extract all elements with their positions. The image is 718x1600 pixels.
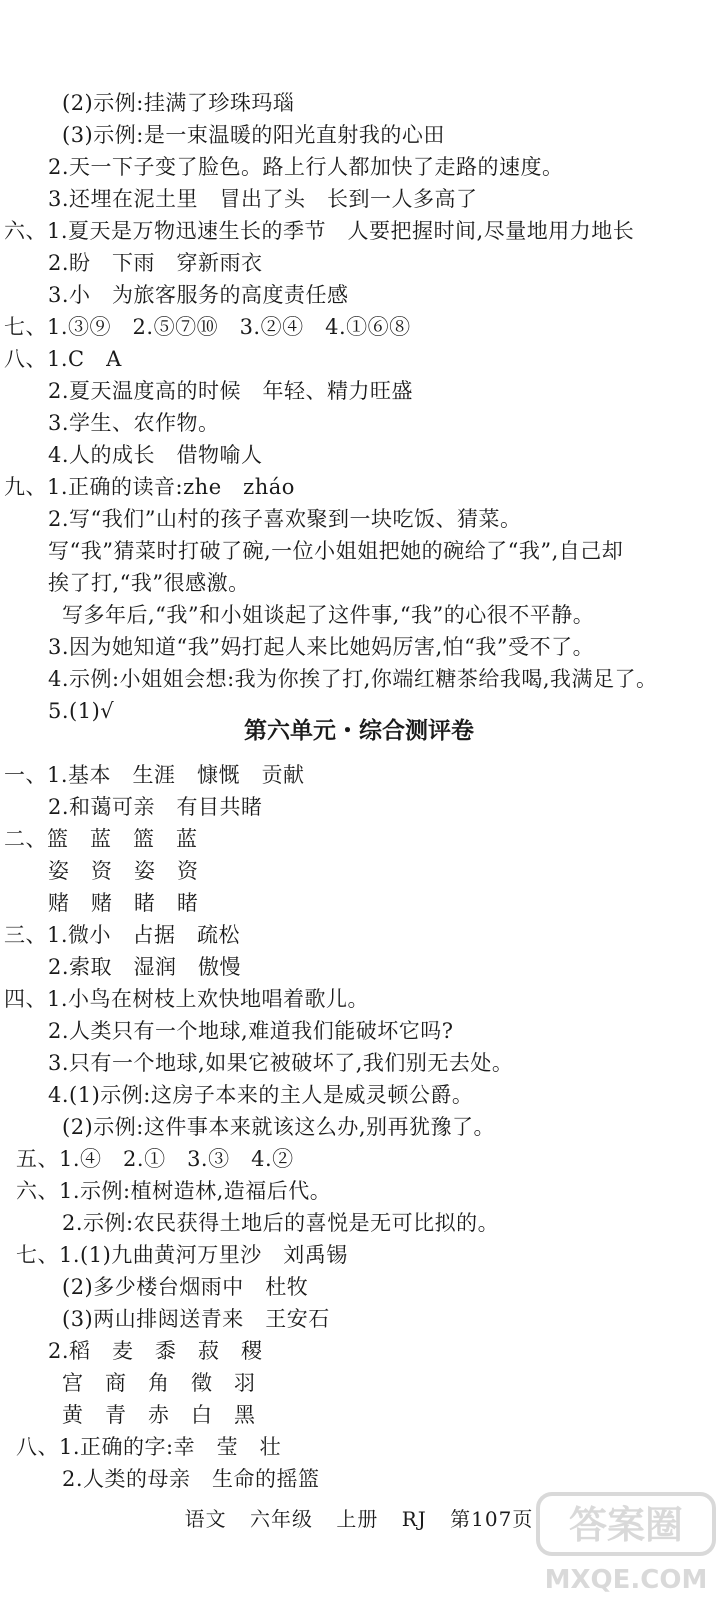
- answer-line: (2)示例:挂满了珍珠玛瑙: [62, 91, 295, 115]
- footer-page-number: 第107页: [450, 1507, 534, 1531]
- answer-line: 八、1.C A: [4, 347, 122, 371]
- answer-line: 九、1.正确的读音:zhe zháo: [4, 475, 295, 499]
- answer-line: 3.只有一个地球,如果它被破坏了,我们别无去处。: [48, 1051, 514, 1075]
- answer-line: 2.和蔼可亲 有目共睹: [48, 795, 263, 819]
- answer-line: 2.天一下子变了脸色。路上行人都加快了走路的速度。: [48, 155, 564, 179]
- answer-line: 2.人类只有一个地球,难道我们能破坏它吗?: [48, 1019, 454, 1043]
- answer-line: 黄 青 赤 白 黑: [62, 1403, 256, 1427]
- answer-line: 赌 赌 睹 睹: [48, 891, 199, 915]
- answer-line: 3.还埋在泥土里 冒出了头 长到一人多高了: [48, 187, 478, 211]
- answer-line: 2.写“我们”山村的孩子喜欢聚到一块吃饭、猜菜。: [48, 507, 522, 531]
- answer-line: 2.人类的母亲 生命的摇篮: [62, 1467, 320, 1491]
- answer-line: 七、1.③⑨ 2.⑤⑦⑩ 3.②④ 4.①⑥⑧: [4, 315, 411, 339]
- answer-line: 八、1.正确的字:幸 莹 壮: [16, 1435, 282, 1459]
- footer-grade: 六年级: [250, 1507, 313, 1531]
- answer-line: 三、1.微小 占据 疏松: [4, 923, 241, 947]
- answer-line: 六、1.夏天是万物迅速生长的季节 人要把握时间,尽量地用力地长: [4, 219, 635, 243]
- answer-line: (3)示例:是一束温暖的阳光直射我的心田: [62, 123, 445, 147]
- answer-line: 4.(1)示例:这房子本来的主人是威灵顿公爵。: [48, 1083, 474, 1107]
- footer-volume: 上册: [336, 1507, 379, 1531]
- answer-line: 3.因为她知道“我”妈打起人来比她妈厉害,怕“我”受不了。: [48, 635, 595, 659]
- answer-line: (2)示例:这件事本来就该这么办,别再犹豫了。: [62, 1115, 495, 1139]
- answer-line: 宫 商 角 徵 羽: [62, 1371, 256, 1395]
- answer-line: 4.示例:小姐姐会想:我为你挨了打,你端红糖茶给我喝,我满足了。: [48, 667, 658, 691]
- answer-line: 3.学生、农作物。: [48, 411, 220, 435]
- answer-line: (3)两山排闼送青来 王安石: [62, 1307, 330, 1331]
- answer-line: 写多年后,“我”和小姐谈起了这件事,“我”的心很不平静。: [62, 603, 595, 627]
- footer-edition: RJ: [401, 1507, 427, 1531]
- answer-line: 2.夏天温度高的时候 年轻、精力旺盛: [48, 379, 414, 403]
- answer-line: 3.小 为旅客服务的高度责任感: [48, 283, 349, 307]
- watermark-url: MXQE.COM: [544, 1565, 708, 1595]
- answer-line: 2.稻 麦 黍 菽 稷: [48, 1339, 263, 1363]
- answer-line: 5.(1)√: [48, 699, 115, 723]
- watermark-logo: [536, 1490, 716, 1598]
- answer-line: 2.索取 湿润 傲慢: [48, 955, 242, 979]
- answer-line: 四、1.小鸟在树枝上欢快地唱着歌儿。: [4, 987, 370, 1011]
- answer-line: (2)多少楼台烟雨中 杜牧: [62, 1275, 309, 1299]
- answer-line: 二、篮 蓝 篮 蓝: [4, 827, 198, 851]
- watermark-glyphs: 答案圈: [568, 1503, 684, 1547]
- answer-line: 七、1.(1)九曲黄河万里沙 刘禹锡: [16, 1243, 348, 1267]
- answer-line: 姿 资 姿 资: [48, 859, 199, 883]
- answer-line: 六、1.示例:植树造林,造福后代。: [16, 1179, 332, 1203]
- answer-line: 2.示例:农民获得土地后的喜悦是无可比拟的。: [62, 1211, 500, 1235]
- section-title: 第六单元・综合测评卷: [244, 718, 474, 744]
- footer-subject: 语文: [184, 1507, 227, 1531]
- answer-line: 2.盼 下雨 穿新雨衣: [48, 251, 263, 275]
- answer-line: 4.人的成长 借物喻人: [48, 443, 263, 467]
- answer-line: 挨了打,“我”很感激。: [48, 571, 250, 595]
- answer-line: 五、1.④ 2.① 3.③ 4.②: [16, 1147, 294, 1171]
- answer-line: 写“我”猜菜时打破了碗,一位小姐姐把她的碗给了“我”,自己却: [48, 539, 624, 563]
- answer-line: 一、1.基本 生涯 慷慨 贡献: [4, 763, 305, 787]
